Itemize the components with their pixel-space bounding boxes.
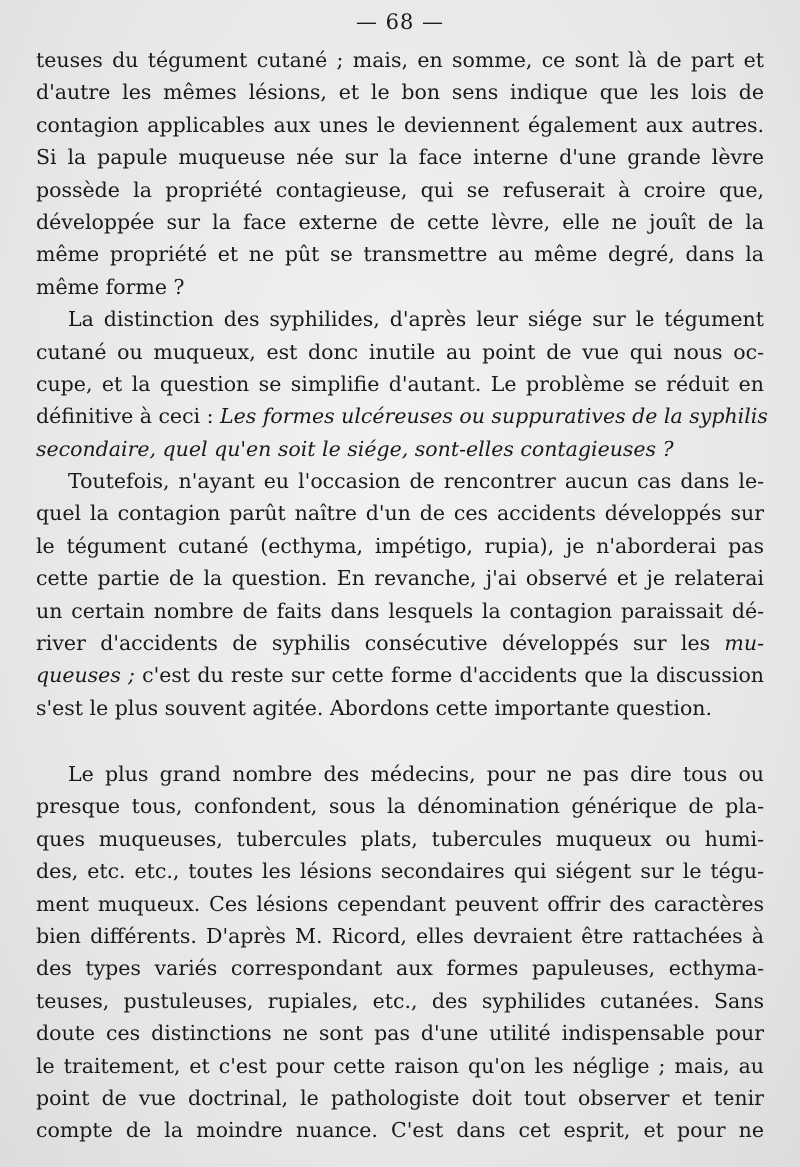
text-line (36, 627, 764, 659)
text-line: ment muqueux. Ces lésions cependant peuvent offrir des caractères (36, 891, 764, 916)
italic-text: mu- (724, 631, 764, 656)
text-line: cette partie de la question. En revanche, j'ai observé et je relaterai (36, 566, 764, 591)
italic-text: queuses ; (36, 663, 135, 688)
text-line: teuses, pustuleuses, rupiales, etc., des syphilides cutanées. Sans (36, 988, 764, 1013)
text-run: river d'accidents de syphilis consécutive développés sur les (36, 631, 725, 656)
text-line: même forme ? (36, 274, 185, 299)
text-line: Le plus grand nombre des médecins, pour ne pas dire tous ou (68, 762, 764, 786)
text-line (36, 659, 764, 691)
text-line: Si la papule muqueuse née sur la face interne d'une grande lèvre (36, 145, 764, 170)
text-line: des, etc. etc., toutes les lésions secondaires qui siégent sur le tégu- (36, 859, 764, 884)
text-line: possède la propriété contagieuse, qui se refuserait à croire que, (36, 177, 764, 202)
text-line: point de vue doctrinal, le pathologiste doit tout observer et tenir (36, 1085, 764, 1110)
italic-text: Les formes ulcéreuses ou suppuratives de la syphilis (220, 404, 768, 429)
section-2-text (36, 758, 764, 1147)
text-line: doute ces distinctions ne sont pas d'une utilité indispensable pour (36, 1021, 764, 1046)
text-line: compte de la moindre nuance. C'est dans cet esprit, et pour ne (36, 1118, 764, 1143)
text-run: définitive à ceci : (36, 404, 221, 429)
text-line: cutané ou muqueux, est donc inutile au point de vue qui nous oc- (36, 339, 764, 364)
text-line: quel la contagion parût naître d'un de ces accidents développés sur (36, 501, 764, 526)
text-line: d'autre les mêmes lésions, et le bon sens indique que les lois de (36, 80, 764, 105)
text-line (36, 400, 768, 432)
italic-text: secondaire, quel qu'en soit le siége, sont-elles contagieuses ? (36, 436, 674, 461)
text-line: des types variés correspondant aux formes papuleuses, ecthyma- (36, 956, 764, 981)
text-line: Toutefois, n'ayant eu l'occasion de rencontrer aucun cas dans le- (68, 469, 764, 494)
text-line: La distinction des syphilides, d'après leur siége sur le tégument (68, 307, 764, 332)
text-line: même propriété et ne pût se transmettre au même degré, dans la (36, 242, 764, 267)
text-line: presque tous, confondent, sous la dénomination générique de pla- (36, 794, 764, 819)
text-line (36, 433, 764, 465)
page-number: — 68 — (355, 10, 445, 34)
text-line: un certain nombre de faits dans lesquels la contagion paraissait dé- (36, 598, 764, 623)
section-1-text (36, 44, 768, 724)
text-line: cupe, et la question se simplifie d'autant. Le problème se réduit en (36, 371, 764, 396)
text-line: le tégument cutané (ecthyma, impétigo, rupia), je n'aborderai pas (36, 533, 764, 558)
text-line: teuses du tégument cutané ; mais, en somme, ce sont là de part et (36, 48, 764, 72)
text-line: le traitement, et c'est pour cette raison qu'on les néglige ; mais, au (36, 1053, 764, 1078)
text-line: bien différents. D'après M. Ricord, elles devraient être rattachées à (36, 923, 764, 948)
text-run: c'est du reste sur cette forme d'accidents que la discussion (134, 663, 764, 688)
text-line: ques muqueuses, tubercules plats, tubercules muqueux ou humi- (36, 826, 764, 851)
text-line: contagion applicables aux unes le deviennent également aux autres. (36, 112, 764, 137)
text-line: développée sur la face externe de cette lèvre, elle ne jouît de la (36, 209, 764, 234)
text-line: s'est le plus souvent agitée. Abordons cette importante question. (36, 695, 713, 720)
